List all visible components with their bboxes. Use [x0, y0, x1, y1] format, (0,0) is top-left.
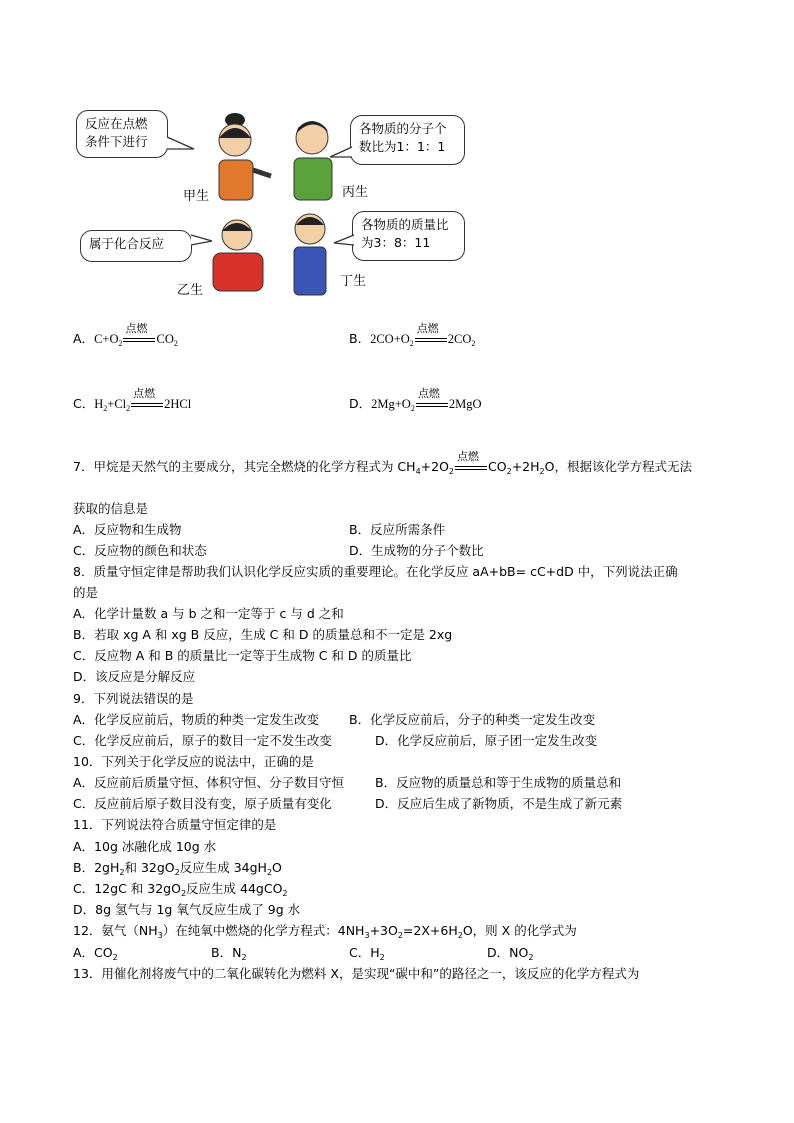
reaction-arrow: 点燃 [415, 333, 447, 347]
q7-stem-line2: 获取的信息是 [73, 501, 149, 516]
q11-option-b: B．$2gH_2$和 $32gO_2$反应生成 $34gH_2O$ [73, 860, 282, 877]
q6-option-b: B．$2CO+O_2$ 点燃 $2CO_2$ [349, 321, 476, 348]
q8-option-d: D．该反应是分解反应 [73, 669, 196, 684]
reaction-arrow: 点燃 [131, 398, 163, 412]
q9-option-a: A．化学反应前后，物质的种类一定发生改变 [73, 712, 320, 727]
q13-stem: 13．用催化剂将废气中的二氧化碳转化为燃料 X，是实现“碳中和”的路径之一，该反应的化学方程式为 [73, 966, 640, 981]
bubble-tail-jia [166, 135, 196, 155]
speech-bubble-ding: 各物质的质量比为3：8：11 [352, 211, 465, 261]
q8-option-a: A．化学计量数 a 与 b 之和一定等于 c 与 d 之和 [73, 606, 344, 621]
speech-bubble-jia: 反应在点燃条件下进行 [76, 110, 168, 158]
q8-option-b: B．若取 xg A 和 xg B 反应，生成 C 和 D 的质量总和不一定是 2xg [73, 627, 453, 642]
student-bing-figure [282, 110, 342, 205]
q12-option-b: B．$N_2$ [211, 945, 247, 962]
q9-option-d: D．化学反应前后，原子团一定发生改变 [375, 733, 598, 748]
q7-option-a: A．反应物和生成物 [73, 522, 182, 537]
q7-option-b: B．反应所需条件 [349, 522, 446, 537]
q9-option-c: C．化学反应前后，原子的数目一定不发生改变 [73, 733, 332, 748]
name-ding: 丁生 [340, 274, 367, 289]
reaction-arrow: 点燃 [455, 461, 487, 475]
q10-option-d: D．反应后生成了新物质，不是生成了新元素 [375, 796, 623, 811]
q7-option-d: D．生成物的分子个数比 [349, 543, 484, 558]
q6-option-c: C．$H_2+Cl_2$ 点燃 2HCl [73, 386, 192, 413]
q11-option-a: A．10g 冰融化成 10g 水 [73, 839, 217, 854]
q6-option-d: D．$2Mg+O_2$ 点燃 2MgO [349, 386, 482, 413]
q7-option-c: C．反应物的颜色和状态 [73, 543, 207, 558]
q8-stem-line2: 的是 [73, 585, 99, 600]
q10-option-a: A．反应前后质量守恒、体积守恒、分子数目守恒 [73, 775, 345, 790]
name-jia: 甲生 [183, 189, 210, 204]
q12-option-c: C．$H_2$ [349, 945, 385, 962]
q12-stem: 12．氨气$(NH_3)$在纯氧中燃烧的化学方程式：$4NH_3+3O_2=2X+6H_2O$，则 X 的化学式为 [73, 923, 577, 940]
speech-bubble-bing: 各物质的分子个数比为1：1：1 [350, 115, 465, 165]
q8-stem: 8．质量守恒定律是帮助我们认识化学反应实质的重要理论。在化学反应 aA+bB= cC+dD 中，下列说法正确 [73, 564, 678, 579]
student-yi-figure [205, 213, 270, 293]
q10-option-c: C．反应前后原子数目没有变，原子质量有变化 [73, 796, 332, 811]
illustration [70, 105, 480, 300]
q12-option-d: D．$NO_2$ [487, 945, 534, 962]
q10-stem: 10．下列关于化学反应的说法中，正确的是 [73, 754, 314, 769]
student-ding-figure [280, 205, 340, 300]
student-jia-figure [205, 110, 275, 205]
q10-option-b: B．反应物的质量总和等于生成物的质量总和 [375, 775, 622, 790]
reaction-arrow: 点燃 [123, 333, 155, 347]
q11-option-c: C．12gC 和 $32gO_2$反应生成 44gCO$_2$ [73, 881, 288, 898]
name-yi: 乙生 [177, 283, 204, 298]
q8-option-c: C．反应物 A 和 B 的质量比一定等于生成物 C 和 D 的质量比 [73, 648, 412, 663]
q11-stem: 11．下列说法符合质量守恒定律的是 [73, 817, 277, 832]
q12-option-a: A．$CO_2$ [73, 945, 118, 962]
q6-option-a: A．$C+O_2$ 点燃 $CO_2$ [73, 321, 178, 348]
q9-stem: 9．下列说法错误的是 [73, 691, 194, 706]
name-bing: 丙生 [342, 185, 369, 200]
q11-option-d: D．8g 氢气与 1g 氧气反应生成了 9g 水 [73, 902, 301, 917]
speech-bubble-yi: 属于化合反应 [80, 230, 192, 262]
q7-stem: 7．甲烷是天然气的主要成分，其完全燃烧的化学方程式为 $CH_4+2O_2$ 点燃 $CO_2+2H_2O$，根据该化学方程式无法 [73, 449, 692, 476]
reaction-arrow: 点燃 [416, 398, 448, 412]
q9-option-b: B．化学反应前后，分子的种类一定发生改变 [349, 712, 596, 727]
